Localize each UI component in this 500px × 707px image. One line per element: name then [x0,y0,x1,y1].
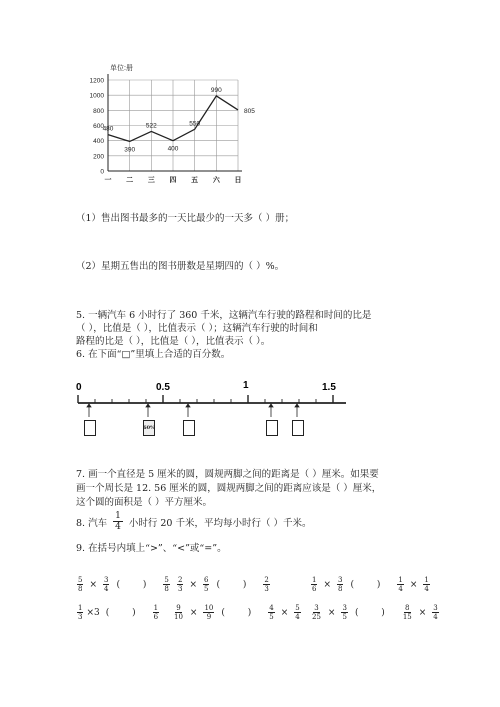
y-tick-label: 1000 [89,92,104,100]
x-tick-label: 六 [212,177,220,184]
question-1: （1）售出图书最多的一天比最少的一天多（ ）册； [76,213,295,224]
x-tick-label: 二 [126,177,134,184]
number-line-label-1-5: 1.5 [322,382,336,393]
fraction: $\frac{1}{4}$ [115,511,121,532]
data-label: 990 [210,86,222,94]
number-line-label-1: 1 [243,380,249,391]
y-tick-label: 600 [93,123,104,130]
answer-box[interactable] [266,420,278,436]
y-tick-label: 1200 [89,77,104,85]
compare-r2c1: $\frac{1}{3}$ ×3 ( ) $\frac{1}{6}$ [78,604,159,621]
compare-r1c2: $\frac{2}{3}$ × $\frac{6}{5}$ ( ) $\frac{2}{3}$ [178,576,269,593]
x-tick-label: 五 [191,177,199,184]
question-7-line-2: 画一个周长是 12. 56 厘米的圆，圆规两脚之间的距离应该是（ ）厘米， [76,483,382,494]
x-tick-label: 一 [104,177,112,184]
y-tick-label: 800 [93,107,104,115]
question-5-line-2: （ ），比值是（ ），比值表示（ ）；这辆汽车行驶的时间和 [76,323,318,334]
question-7-line-3: 这个圆的面积是（ ）平方厘米。 [76,497,213,508]
answer-box[interactable] [84,420,96,436]
x-tick-label: 四 [169,177,177,184]
data-label: 400 [167,145,179,153]
data-label: 480 [102,125,114,133]
compare-r1c3: $\frac{1}{6}$ × $\frac{3}{8}$ ( ) $\frac{1}{4}$ × $\frac{1}{4}$ [312,576,429,593]
question-8 [76,511,311,532]
question-5-line-3: 路程的比是（ ），比值是（ ），比值表示（ ）。 [76,336,271,347]
data-label: 805 [244,107,255,115]
compare-r1c1: $\frac{5}{8}$ × $\frac{3}{4}$ ( ) $\frac{5}{8}$ [78,576,169,593]
answer-paren[interactable]: ( ) [105,607,146,618]
question-8-suffix: 小时行 20 千米，平均每小时行（ ）千米。 [128,517,312,529]
x-tick-label: 三 [147,177,155,184]
answer-paren[interactable]: ( ) [216,579,257,590]
question-9: 9. 在括号内填上“>”、“<”或“=”。 [76,543,227,554]
compare-r2c3: $\frac{3}{25}$ × $\frac{3}{5}$ ( ) $\frac{8}{15}$ × $\frac{3}{4}$ [312,604,438,621]
answer-box[interactable] [292,420,304,436]
number-line-label-0-5: 0.5 [156,382,170,393]
chart-data-labels [103,87,255,154]
line-chart [80,58,255,193]
answer-paren[interactable]: ( ) [221,607,262,618]
data-label: 550 [189,120,201,128]
y-tick-label: 400 [93,138,104,146]
data-label: 522 [145,122,157,130]
answer-paren[interactable]: ( ) [350,579,391,590]
question-2: （2）星期五售出的图书册数是星期四的（ ）%。 [76,261,285,272]
question-8-prefix: 8. 汽车 [76,517,108,529]
chart-x-tick-labels [105,175,242,184]
chart-unit-label: 单位:册 [110,65,133,72]
question-7-line-1: 7. 画一个直径是 5 厘米的圆，圆规两脚之间的距离是（ ）厘米。如果要 [76,469,379,480]
answer-paren[interactable]: ( ) [354,607,395,618]
compare-r2c2: $\frac{9}{10}$ × $\frac{10}{9}$ ( ) $\frac{4}{5}$ × $\frac{5}{4}$ [174,604,300,621]
question-5-line-1: 5. 一辆汽车 6 小时行了 360 千米，这辆汽车行驶的路程和时间的比是 [76,310,372,321]
answer-box-filled: 60% [143,420,155,436]
number-line-label-0: 0 [76,382,82,393]
y-tick-label: 200 [93,153,104,161]
chart-axes [108,74,242,171]
answer-paren[interactable]: ( ) [116,579,157,590]
answer-box[interactable] [183,420,195,436]
data-label: 390 [124,146,136,154]
x-tick-label: 日 [234,177,242,184]
question-6: 6. 在下面“□”里填上合适的百分数。 [76,349,231,360]
y-tick-label: 0 [100,168,104,176]
number-line [70,375,360,445]
